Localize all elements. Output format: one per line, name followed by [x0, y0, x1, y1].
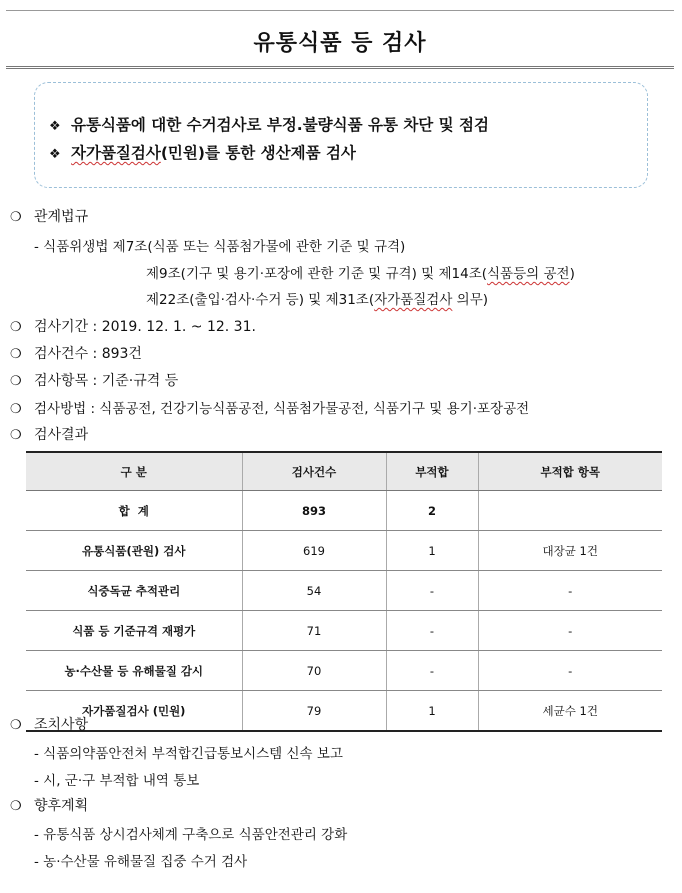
circle-bullet-icon: ❍: [10, 402, 22, 417]
actions-line-2: - 시, 군·구 부적합 내역 통보: [34, 773, 200, 789]
total-fail: 2: [386, 491, 478, 531]
diamond-bullet-icon: ❖: [49, 147, 61, 162]
total-count: 893: [242, 491, 386, 531]
circle-bullet-icon: ❍: [10, 210, 22, 225]
count-text: 검사건수 : 893건: [34, 346, 142, 362]
row-fail: -: [386, 611, 478, 651]
total-item: [478, 491, 662, 531]
section-label: 조치사항: [34, 717, 89, 733]
actions-line-1: - 식품의약품안전처 부적합긴급통보시스템 신속 보고: [34, 746, 343, 762]
section-laws: [10, 206, 88, 226]
circle-bullet-icon: ❍: [10, 347, 22, 362]
section-actions: [10, 714, 88, 734]
section-method: [10, 397, 529, 417]
law-line-3-squiggle: 자가품질검사: [374, 292, 453, 308]
items-text: 검사항목 : 기준·규격 등: [34, 373, 179, 389]
diamond-bullet-icon: ❖: [49, 119, 61, 134]
table-row: [26, 611, 662, 651]
top-rule: [6, 10, 674, 11]
section-results: [10, 424, 88, 444]
page-title: 유통식품 등 검사: [253, 31, 427, 56]
law-line-2: [146, 262, 575, 282]
table-row-total: [26, 491, 662, 531]
plan-line-1: - 유통식품 상시검사체계 구축으로 식품안전관리 강화: [34, 827, 348, 843]
law-line-3-end: 의무): [452, 292, 488, 308]
row-count: 619: [242, 531, 386, 571]
law-line-3: [146, 288, 488, 308]
results-table: [26, 451, 662, 732]
row-item: -: [478, 611, 662, 651]
circle-bullet-icon: ❍: [10, 320, 22, 335]
method-text: 검사방법 : 식품공전, 건강기능식품공전, 식품첨가물공전, 식품기구 및 용기·포장공전: [34, 401, 530, 417]
results-label: 검사결과: [34, 427, 89, 443]
total-name: 합 계: [26, 491, 242, 531]
table-row: [26, 531, 662, 571]
row-fail: -: [386, 651, 478, 691]
title-double-rule: [6, 66, 674, 71]
header-fail: 부적합: [386, 452, 478, 491]
summary-item-1: [49, 113, 489, 135]
summary-item-text: (민원)를 통한 생산제품 검사: [160, 144, 356, 162]
section-plan: [10, 795, 88, 815]
section-count: [10, 343, 142, 363]
summary-box: [34, 82, 648, 188]
law-line-2-text: 제9조(기구 및 용기·포장에 관한 기준 및 규격) 및 제14조(: [146, 266, 488, 282]
row-count: 54: [242, 571, 386, 611]
row-fail: 1: [386, 531, 478, 571]
summary-item-squiggle: 자가품질검사: [71, 144, 161, 162]
summary-item-2: [49, 141, 356, 163]
row-name: 식품 등 기준규격 재평가: [26, 611, 242, 651]
table-row: [26, 571, 662, 611]
row-name: 농·수산물 등 유해물질 감시: [26, 651, 242, 691]
table-row: [26, 651, 662, 691]
circle-bullet-icon: ❍: [10, 374, 22, 389]
law-line-1: - 식품위생법 제7조(식품 또는 식품첨가물에 관한 기준 및 규격): [34, 239, 406, 255]
row-item: -: [478, 571, 662, 611]
plan-line-2: - 농·수산물 유해물질 집중 수거 검사: [34, 854, 248, 870]
period-text: 검사기간 : 2019. 12. 1. ~ 12. 31.: [34, 319, 256, 335]
law-line-2-squiggle: 식품등의 공전: [487, 266, 570, 282]
law-line-2-end: ): [569, 266, 575, 282]
circle-bullet-icon: ❍: [10, 428, 22, 443]
header-category: 구 분: [26, 452, 242, 491]
table-row: [26, 691, 662, 732]
row-fail: 1: [386, 691, 478, 732]
header-fail-items: 부적합 항목: [478, 452, 662, 491]
row-name: 자가품질검사 (민원): [26, 691, 242, 732]
row-count: 79: [242, 691, 386, 732]
header-count: 검사건수: [242, 452, 386, 491]
row-item: 대장균 1건: [478, 531, 662, 571]
row-name: 식중독균 추적관리: [26, 571, 242, 611]
table-header-row: [26, 452, 662, 491]
row-fail: -: [386, 571, 478, 611]
circle-bullet-icon: ❍: [10, 718, 22, 733]
row-count: 71: [242, 611, 386, 651]
row-count: 70: [242, 651, 386, 691]
section-label: 향후계획: [34, 798, 89, 814]
law-line-3-text: 제22조(출입·검사·수거 등) 및 제31조(: [146, 292, 375, 308]
row-item: 세균수 1건: [478, 691, 662, 732]
section-items: [10, 370, 178, 390]
section-label: 관계법규: [34, 209, 89, 225]
title-block: [6, 4, 674, 74]
row-name: 유통식품(관원) 검사: [26, 531, 242, 571]
section-period: [10, 316, 256, 336]
summary-item-text: 유통식품에 대한 수거검사로 부정.불량식품 유통 차단 및 점검: [71, 116, 489, 134]
row-item: -: [478, 651, 662, 691]
circle-bullet-icon: ❍: [10, 799, 22, 814]
